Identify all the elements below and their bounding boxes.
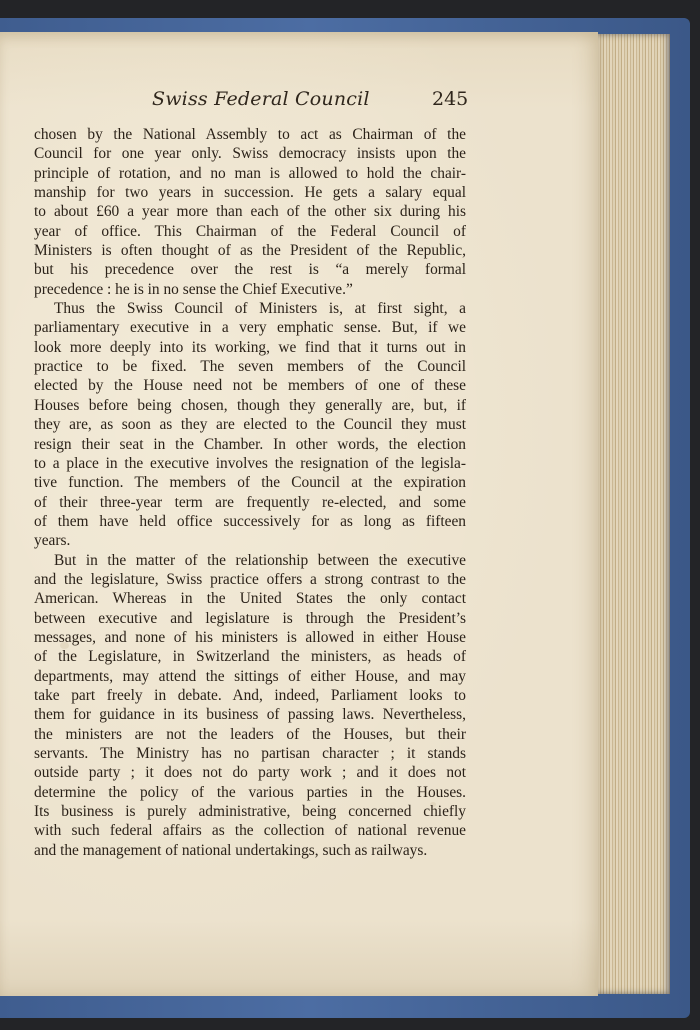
text-line: precedence : he is in no sense the Chief Executive.” [34,280,353,298]
text-line: tive function. The members of the Council at the expiration [34,474,466,492]
text-line: departments, may attend the sittings of either House, and may [34,667,466,685]
text-line: Council for one year only. Swiss democracy insists upon the [34,145,466,163]
text-line: parliamentary executive in a very emphatic sense. But, if we [34,319,466,337]
text-line: to a place in the executive involves the resignation of the legisla- [34,454,466,472]
text-line: outside party ; it does not do party work ; and it does not [34,764,466,782]
text-line: servants. The Ministry has no partisan character ; it stands [34,745,466,762]
page-number: 245 [432,88,469,110]
page-edges [592,34,670,994]
paragraph [34,551,466,861]
running-head: Swiss Federal Council [152,88,370,110]
text-line: American. Whereas in the United States the only contact [34,590,466,608]
text-line: principle of rotation, and no man is allowed to hold the chair- [34,164,466,182]
text-line: between executive and legislature is through the President’s [34,609,466,627]
text-line: messages, and none of his ministers is allowed in either House [34,628,466,646]
text-line: to about £60 a year more than each of the other six during his [34,203,466,221]
text-line: of the Legislature, in Switzerland the ministers, as heads of [34,648,466,666]
text-line: of them have held office successively for as long as fifteen [34,512,466,530]
text-line: year of office. This Chairman of the Federal Council of [34,222,466,240]
text-line: manship for two years in succession. He gets a salary equal [34,184,466,202]
text-line: with such federal affairs as the collection of national revenue [34,822,466,840]
text-line: them for guidance in its business of passing laws. Nevertheless, [34,706,466,724]
text-line: years. [34,532,71,550]
text-line: they are, as soon as they are elected to the Council they must [34,416,466,434]
text-line: Its business is purely administrative, being concerned chiefly [34,803,466,821]
text-line: and the legislature, Swiss practice offers a strong contrast to the [34,570,466,588]
text-line: chosen by the National Assembly to act as Chairman of the [34,126,466,143]
text-line: resign their seat in the Chamber. In other words, the election [34,435,466,453]
text-line: practice to be fixed. The seven members of the Council [34,358,466,376]
body-text [34,125,466,860]
paragraph [34,299,466,550]
text-line: take part freely in debate. And, indeed, Parliament looks to [34,686,466,704]
text-line: But in the matter of the relationship between the executive [54,551,466,569]
paragraph [34,125,466,299]
text-line: and the management of national undertakings, such as railways. [34,841,428,859]
text-line: but his precedence over the rest is “a merely formal [34,261,466,279]
page-header [34,88,469,118]
text-line: the ministers are not the leaders of the Houses, but their [34,725,466,743]
text-line: Ministers is often thought of as the President of the Republic, [34,242,466,260]
text-line: determine the policy of the various parties in the Houses. [34,783,466,801]
text-line: Thus the Swiss Council of Ministers is, at first sight, a [54,300,466,318]
text-line: elected by the House need not be members of one of these [34,377,466,395]
text-line: Houses before being chosen, though they generally are, but, if [34,396,466,414]
text-line: look more deeply into its working, we find that it turns out in [34,338,466,356]
text-line: of their three-year term are frequently re-elected, and some [34,493,466,511]
